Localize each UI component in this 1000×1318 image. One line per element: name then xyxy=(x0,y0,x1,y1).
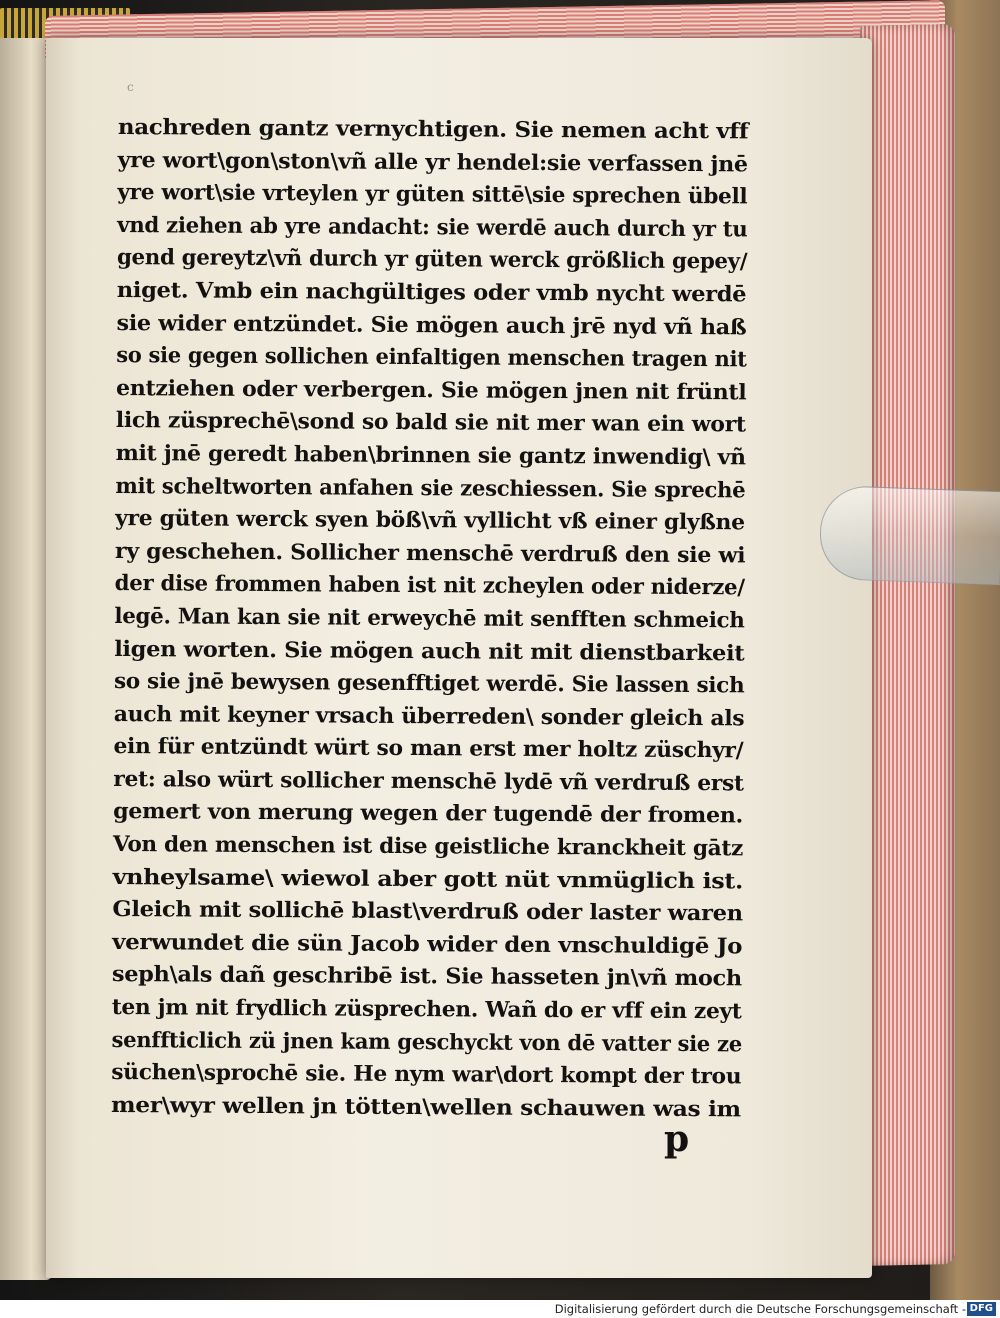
footer-credit: Digitalisierung gefördert durch die Deutsche Forschungsgemeinschaft - xyxy=(554,1302,966,1316)
text-line: legē. Man kan sie nit erweychē mit senfften schmeich xyxy=(114,603,745,634)
text-line: lich züsprechē\sond so bald sie nit mer wan ein wort xyxy=(115,408,746,438)
text-line: so sie gegen sollichen einfaltigen menschen tragen nit xyxy=(116,343,747,373)
page-text xyxy=(111,112,748,1127)
text-line: Von den menschen ist dise geistliche kranckheit gātz xyxy=(112,832,744,862)
text-line: süchen\sprochē sie. He nym war\dort kompt der trou xyxy=(111,1060,742,1090)
text-line: sie wider entzündet. Sie mögen auch jrē nyd vñ haß xyxy=(116,310,747,340)
text-line: ein für entzündt würt so man erst mer holtz züschyr/ xyxy=(113,734,744,764)
text-line: gend gereytz\vñ durch yr güten werck größlich gepey/ xyxy=(116,245,748,275)
text-line: gemert von merung wegen der tugendē der fromen. xyxy=(113,799,744,829)
text-line: mit scheltworten anfahen sie zeschiessen. Sie sprechē xyxy=(115,473,746,503)
text-line: seph\als dañ geschribē ist. Sie hasseten jn\vñ moch xyxy=(111,962,742,992)
text-line: verwundet die sün Jacob wider den vnschuldigē Jo xyxy=(112,929,743,960)
left-page-edge xyxy=(0,30,52,1280)
text-line: ligen worten. Sie mögen auch nit mit dienstbarkeit xyxy=(114,636,745,666)
dfg-logo: DFG xyxy=(967,1302,996,1316)
text-line: vnheylsame\ wiewol aber gott nüt vnmüglich ist. xyxy=(112,864,744,895)
text-line: vnd ziehen ab yre andacht: sie werdē auch durch yr tu xyxy=(117,212,748,243)
text-line: der dise frommen haben ist nit zcheylen oder niderze/ xyxy=(114,571,745,601)
text-line: auch mit keyner vrsach überreden\ sonder gleich als xyxy=(113,701,745,732)
text-line: yre wort\gon\ston\vñ alle yr hendel:sie verfassen jnē xyxy=(117,147,748,177)
text-line: niget. Vmb ein nachgültiges oder vmb nycht werdē xyxy=(116,277,747,308)
signature-mark: p xyxy=(664,1118,690,1160)
text-line: ten jm nit frydlich züsprechen. Wañ do er vff ein zeyt xyxy=(111,995,742,1025)
text-line: so sie jnē bewysen gesenfftiget werdē. Sie lassen sich xyxy=(113,669,745,699)
text-line: yre güten werck syen böß\vñ vyllicht vß einer glyßne xyxy=(115,506,745,536)
text-line: entziehen oder verbergen. Sie mögen jnen nit früntl xyxy=(115,375,747,406)
text-line: mer\wyr wellen jn tötten\wellen schauwen was im xyxy=(110,1092,741,1123)
fore-edge-stack xyxy=(860,24,955,1266)
text-line: mit jnē geredt haben\brinnen sie gantz inwendig\ vñ xyxy=(115,440,746,471)
text-line: nachreden gantz vernychtigen. Sie nemen acht vff xyxy=(117,114,749,145)
text-line: senffticlich zü jnen kam geschyckt von dē vatter sie ze xyxy=(111,1027,743,1058)
text-line: ry geschehen. Sollicher menschē verdruß den sie wi xyxy=(114,538,746,569)
margin-mark: c xyxy=(127,80,134,94)
page-clip xyxy=(818,485,1000,585)
text-line: ret: also würt sollicher menschē lydē vñ verdruß erst xyxy=(113,766,744,797)
text-line: Gleich mit sollichē blast\verdruß oder laster waren xyxy=(112,897,743,927)
text-line: yre wort\sie vrteylen yr güten sittē\sie sprechen übell xyxy=(117,180,748,210)
